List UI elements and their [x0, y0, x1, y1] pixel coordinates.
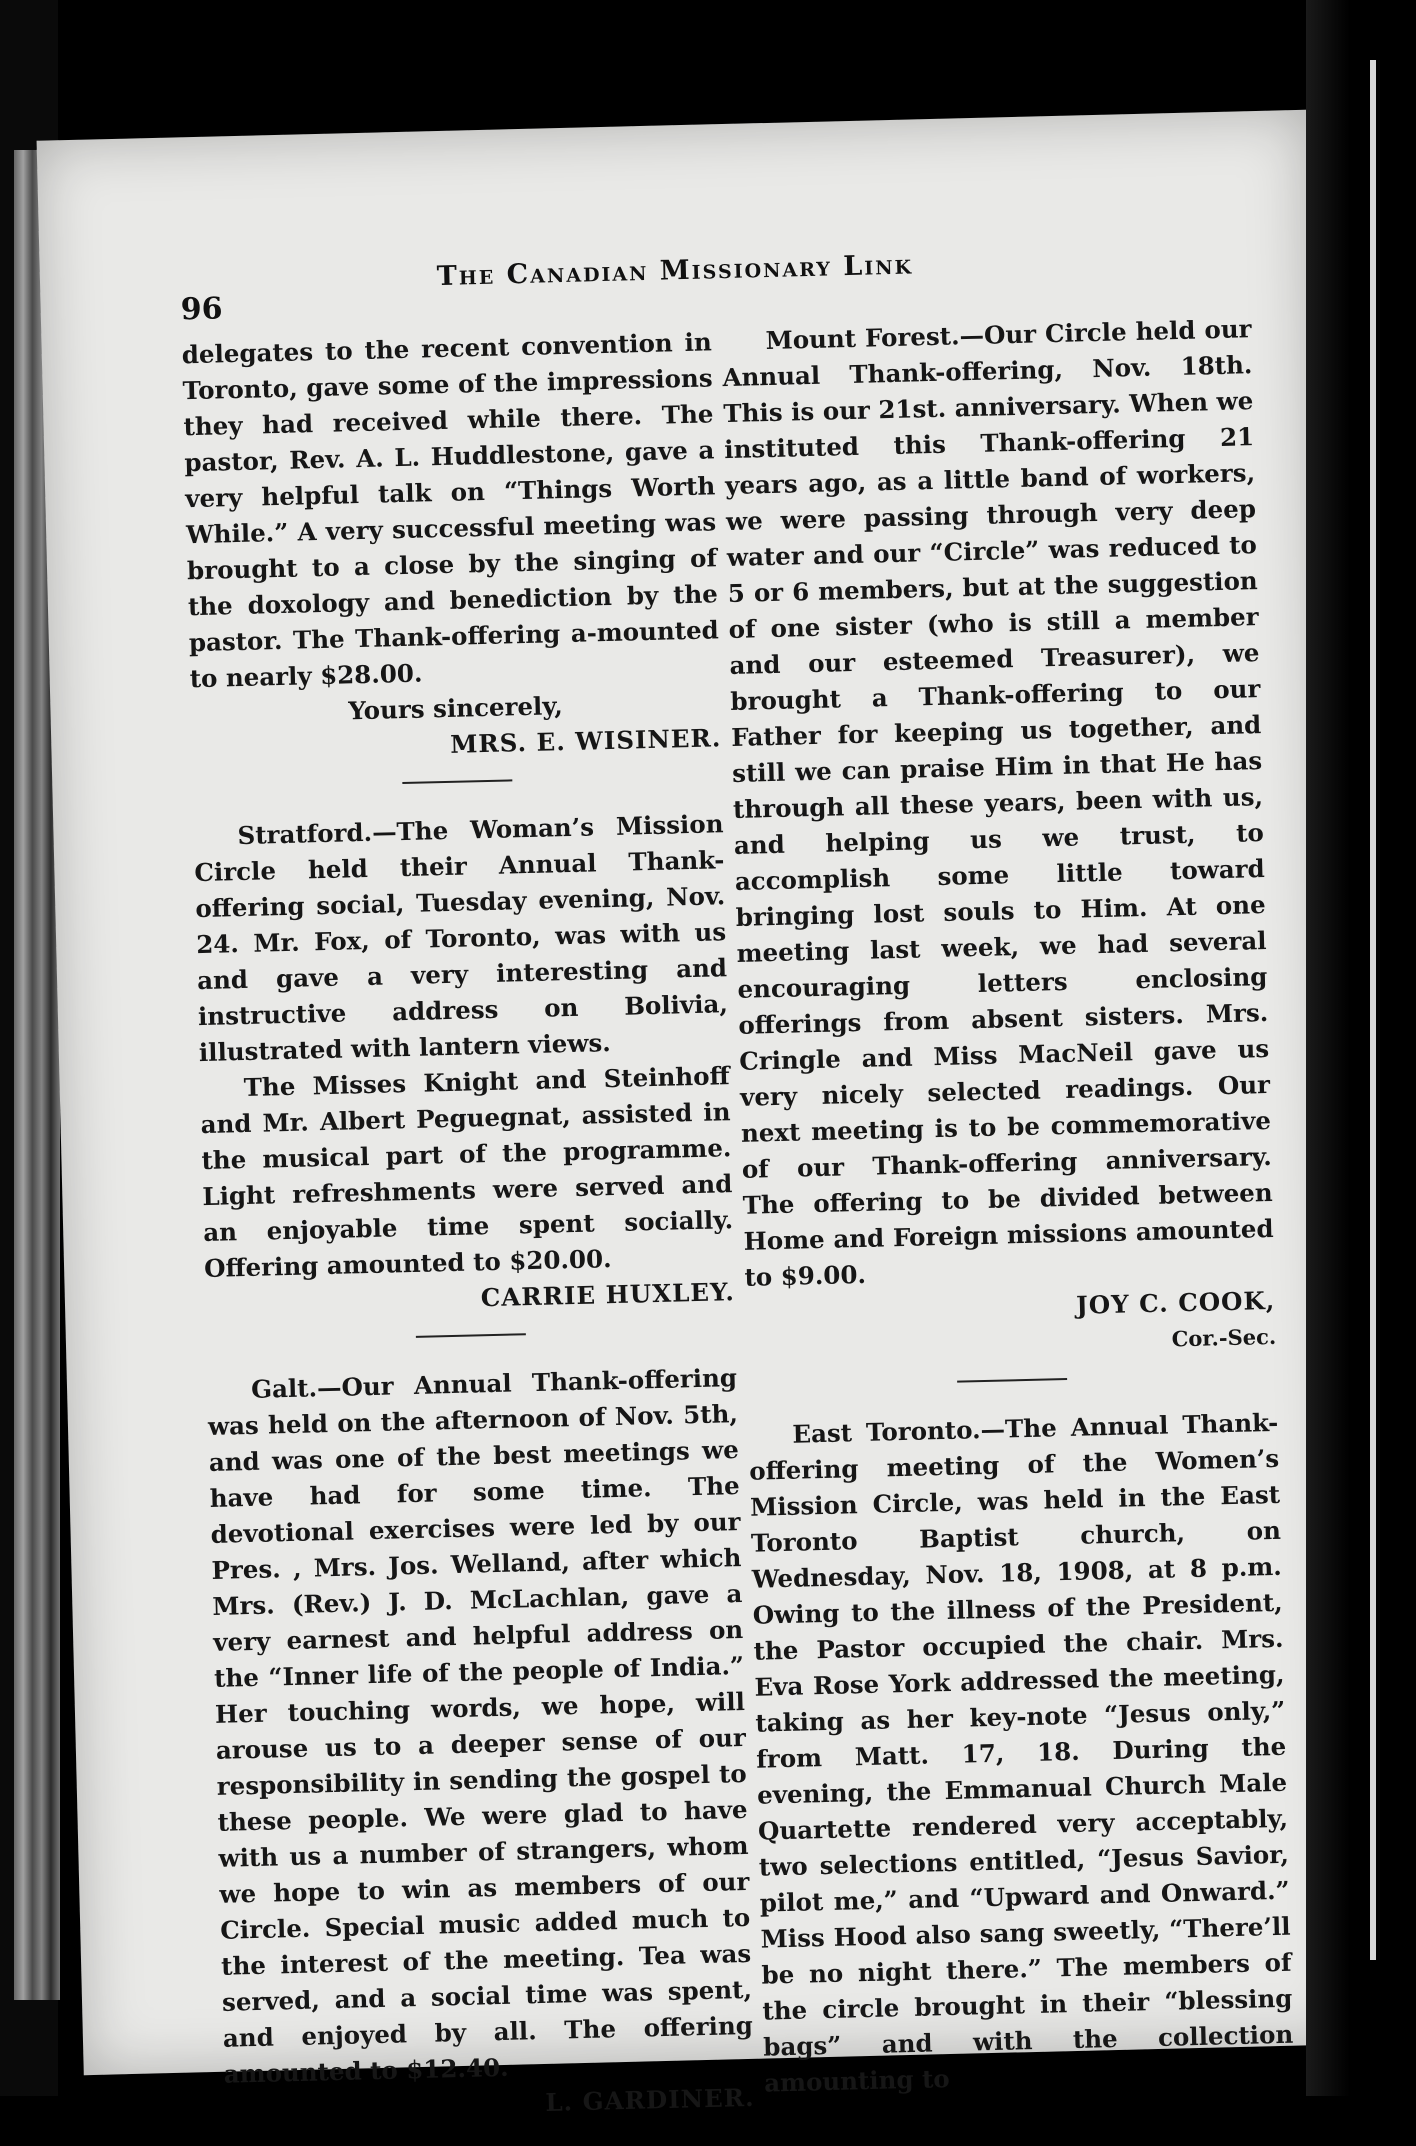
closing: Yours sincerely, — [348, 691, 564, 726]
entry-continued — [181, 324, 721, 769]
right-page-edge — [1370, 60, 1376, 1960]
entry-mount-forest — [721, 311, 1276, 1368]
entry-text: Galt.—Our Annual Thank-offering was held on the afternoon of Nov. 5th, and was one of the best meetings we have had for some time. The devotional exercises were led by our Pres. , Mrs. Jos. Welland, after which Mrs. (Rev.) J. D. McLachlan, gave a very earnest and helpful address on the “Inner life of the people of India.” Her touching words, we hope, will arouse us to a deeper sense of our responsibility in sending the gospel to these people. We were glad to have with us a number of strangers, whom we hope to win as members of our Circle. Special music added much to the interest of the meeting. Tea was served, and a social time was spent, and enjoyed by all. The offering amounted to $12.40. — [207, 1363, 754, 2089]
book-page — [37, 110, 1354, 2117]
entry-east-toronto — [748, 1405, 1295, 2102]
entry-text: delegates to the recent convention in Toronto, gave some of the impressions they had received while there. The pastor, Rev. A. L. Huddlestone, gave a very helpful talk on “Things Worth While.” A very successful meeting was brought to a close by the singing of the doxology and benediction by the pastor. The Thank-offering a-mounted to nearly $28.00. — [181, 327, 720, 694]
entry-stratford — [193, 806, 735, 1323]
right-column — [721, 311, 1295, 2115]
divider — [416, 1333, 526, 1338]
divider — [957, 1378, 1067, 1383]
signature: JOY C. COOK, — [1075, 1285, 1276, 1320]
divider — [402, 779, 512, 784]
entry-text: Mount Forest.—Our Circle held our Annual Thank-offering, Nov. 18th. This is our 21st. anniversary. When we instituted this Thank-offering 21 years ago, as a little band of workers, we were passing through very deep water and our “Circle” was reduced to 5 or 6 members, but at the suggestion of one sister (who is still a member and our esteemed Treasurer), we brought a Thank-offering to our Father for keeping us together, and still we can praise Him in that He has through all these years, been with us, and helping us we trust, to accomplish some little toward bringing lost souls to Him. At one meeting last week, we had several encouraging letters enclosing offerings from absent sisters. Mrs. Cringle and Miss MacNeil gave us very nicely selected readings. Our next meeting is to be commemorative of our Thank-offering anniversary. The offering to be divided between Home and Foreign missions amounted to $9.00. — [722, 314, 1274, 1292]
signature: CARRIE HUXLEY. — [480, 1277, 736, 1313]
left-column — [181, 324, 755, 2142]
running-head: The Canadian Missionary Link — [436, 249, 914, 293]
entry-galt — [207, 1360, 755, 2129]
page-number: 96 — [180, 291, 223, 328]
right-shadow — [1306, 0, 1416, 2096]
signature-title: Cor.-Sec. — [1171, 1323, 1277, 1352]
signature: MRS. E. WISINER. — [449, 723, 722, 759]
entry-text: The Misses Knight and Steinhoff and Mr. Albert Peguegnat, assisted in the musical part of the programme. Light refreshments were served and an enjoyable time spent socially. Offering amounted to $20.00. — [200, 1061, 734, 1284]
entry-text: Stratford.—The Woman’s Mission Circle held their Annual Thank-offering social, Tuesday evening, Nov. 24. Mr. Fox, of Toronto, was with us and gave a very interesting and instructive address on Bolivia, illustrated with lantern views. — [194, 809, 729, 1068]
signature: L. GARDINER. — [545, 2082, 755, 2117]
entry-text: East Toronto.—The Annual Thank-offering meeting of the Women’s Mission Circle, was held in the East Toronto Baptist church, on Wednesday, Nov. 18, 1908, at 8 p.m. Owing to the illness of the President, the Pastor occupied the chair. Mrs. Eva Rose York addressed the meeting, taking as her key-note “Jesus only,” from Matt. 17, 18. During the evening, the Emmanual Church Male Quartette rendered very acceptably, two selections entitled, “Jesus Savior, pilot me,” and “Upward and Onward.” Miss Hood also sang sweetly, “There’ll be no night there.” The members of the circle brought in their “blessing bags” and with the collection amounting to — [748, 1407, 1294, 2098]
